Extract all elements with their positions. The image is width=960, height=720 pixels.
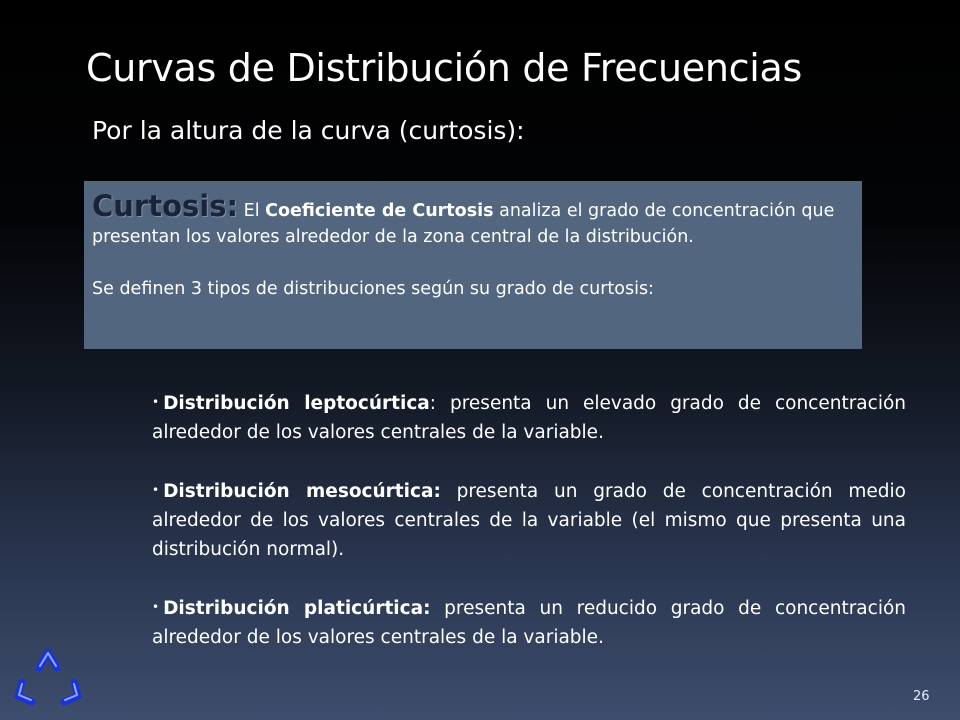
bullet-text: presenta un reducido grado de concentración alrededor de los valores centrales de la variable. [152, 598, 906, 648]
bullet-term: Distribución mesocúrtica: [163, 481, 441, 502]
bullet-text: presenta un grado de concentración medio alrededor de los valores centrales de la variable (el mismo que presenta una distribución normal). [152, 481, 906, 560]
coefficient-term: Coeficiente de Curtosis [265, 201, 494, 221]
intro-pre: El [243, 201, 260, 221]
page-number: 26 [913, 689, 930, 704]
bullet-item-leptocurtica: • Distribución leptocúrtica: presenta un elevado grado de concentración alrededor de los valores centrales de la variable. [152, 393, 907, 443]
intro-post: analiza el grado de concentración que presentan los valores alrededor de la zona central de la distribución. [92, 201, 835, 247]
recycle-arrows-icon [10, 644, 86, 710]
curtosis-keyword: Curtosis: [92, 189, 239, 223]
definition-paragraph [92, 189, 854, 250]
bullet-item-mesocurtica [152, 476, 906, 564]
bullet-term: Distribución leptocúrtica [163, 393, 430, 414]
bullet-dot-icon: • [152, 600, 160, 614]
bullet-dot-icon: • [152, 395, 160, 409]
slide-title: Curvas de Distribución de Frecuencias [86, 46, 802, 90]
definition-box [84, 181, 862, 349]
bullet-term: Distribución platicúrtica: [163, 598, 431, 619]
bullet-item-platicurtica [152, 593, 906, 652]
types-line: Se definen 3 tipos de distribuciones según su grado de curtosis: [92, 279, 654, 299]
bullet-list [152, 388, 906, 681]
slide-subtitle: Por la altura de la curva (curtosis): [92, 116, 525, 145]
bullet-text: presenta un elevado grado de concentración alrededor de los valores centrales de la variable. [152, 393, 907, 443]
bullet-dot-icon: • [152, 483, 160, 497]
